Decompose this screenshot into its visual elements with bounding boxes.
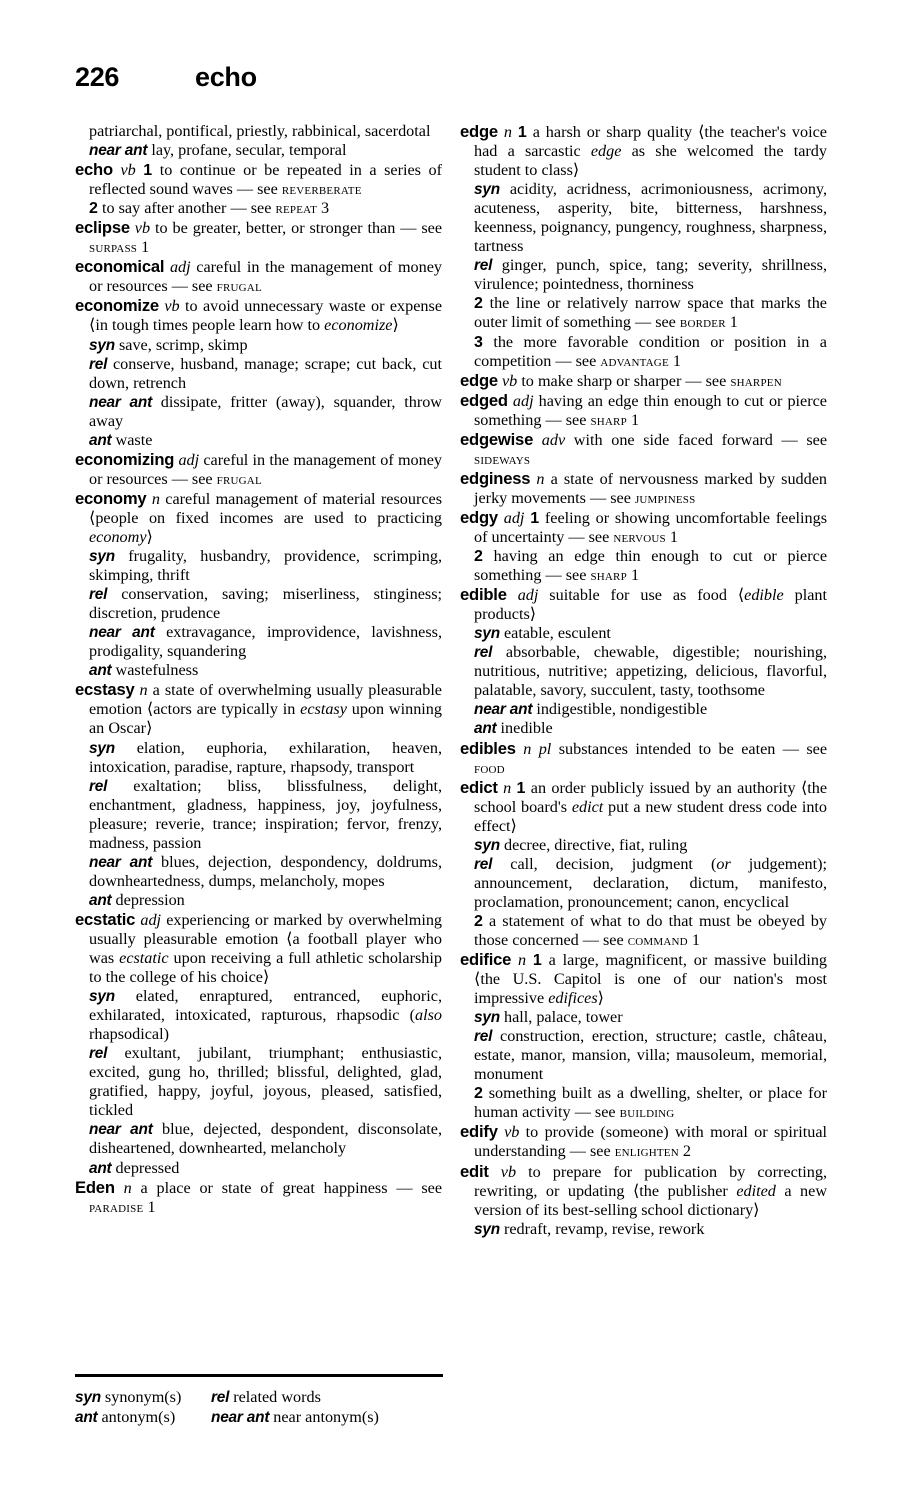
sense-label-line (75, 355, 442, 393)
sense-label-words: hall, palace, tower (503, 1008, 623, 1027)
usage-example: ⟨in tough times people learn how to economize⟩ (89, 316, 399, 335)
entry-continuation: patriarchal, pontifical, priestly, rabbinical, sacerdotal (89, 122, 431, 140)
sense-number: 1 (143, 162, 153, 180)
sense-number: 2 (474, 912, 483, 930)
sense-label-line (75, 393, 442, 431)
part-of-speech: adj (178, 450, 200, 469)
dictionary-entry (460, 469, 827, 508)
cross-reference-sense: 1 (626, 566, 640, 585)
headword: economize (75, 296, 159, 316)
legend-cell (211, 1388, 451, 1408)
sense-label-line (460, 1027, 827, 1084)
legend-text-near-ant: near antonym(s) (273, 1407, 379, 1426)
definition: the line or relatively narrow space that marks the outer limit of something — see (474, 294, 827, 332)
dictionary-entry (75, 257, 442, 296)
text-columns (75, 122, 828, 1239)
sense-label-line (75, 141, 442, 160)
definition: the more favorable condition or position in a competition — see (474, 332, 827, 370)
legend-label-near-ant: near ant (211, 1408, 270, 1426)
sense-label-line (75, 1159, 442, 1178)
dictionary-entry (460, 585, 827, 624)
sense-label-words: dissipate, fritter (away), squander, throw away (89, 392, 442, 430)
sense-label: rel (474, 1028, 493, 1046)
sense-label-words: conservation, saving; miserliness, stinginess; discretion, prudence (89, 585, 442, 623)
definition: to continue or be repeated in a series of reflected sound waves — see (89, 161, 442, 199)
sense-label-words: acidity, acridness, acrimoniousness, acrimony, acuteness, asperity, bite, bitterness, harshness, keenness, poignancy, pungency, roughness, sharpness, tartness (474, 180, 827, 256)
part-of-speech: n (139, 681, 148, 700)
sense-number: 1 (532, 952, 542, 970)
definition: a large, magnificent, or massive building (548, 951, 828, 970)
part-of-speech: adj (512, 391, 534, 410)
usage-example: ⟨edible plant products⟩ (474, 586, 827, 624)
sense-label: ant (89, 891, 112, 909)
definition: careful management of material resources (165, 489, 443, 508)
legend-row (75, 1408, 455, 1428)
sense-label-line (460, 180, 827, 256)
dictionary-entry (75, 680, 442, 738)
definition: suitable for use as food (549, 586, 738, 605)
cross-reference[interactable]: border (679, 313, 726, 332)
cross-reference[interactable]: command (627, 930, 688, 949)
headword: economizing (75, 449, 175, 469)
part-of-speech: adv (541, 430, 566, 449)
sense-label: syn (474, 625, 500, 643)
usage-example-headword: edible (744, 586, 784, 605)
definition: a state of nervousness marked by sudden jerky movements — see (474, 469, 828, 507)
part-of-speech: n (151, 489, 160, 508)
sense-label-words: indigestible, nondigestible (536, 700, 708, 719)
sense-label: ant (89, 1159, 112, 1177)
headword: edge (460, 370, 498, 390)
part-of-speech: n pl (523, 739, 552, 758)
definition: to prepare for publication by correcting, rewriting, or updating (474, 1162, 828, 1200)
definition: careful in the management of money or resources — see (89, 450, 443, 488)
dictionary-entry (460, 508, 827, 547)
cross-reference-sense: 2 (678, 1142, 691, 1161)
dictionary-entry (75, 489, 442, 547)
sense-label-line (460, 1008, 827, 1027)
headword: edged (460, 390, 508, 410)
headword: edible (460, 585, 507, 605)
sense-label-words: wastefulness (115, 661, 199, 680)
part-of-speech: vb (504, 1123, 520, 1142)
usage-example-headword: edifices (548, 989, 598, 1008)
sense-label-words-tail: rhapsodical) (89, 1025, 170, 1044)
part-of-speech: vb (134, 219, 151, 238)
legend (75, 1388, 455, 1427)
headword: Eden (75, 1177, 115, 1197)
guide-word: echo (195, 62, 257, 92)
sense-label-words: call, decision, judgment ( (510, 854, 717, 873)
sense-label: near ant (89, 393, 152, 411)
sense-number: 1 (530, 509, 540, 527)
headword: edge (460, 122, 498, 141)
sense-label-words: lay, profane, secular, temporal (151, 141, 347, 160)
legend-label-ant: ant (75, 1408, 98, 1426)
page-number: 226 (75, 62, 120, 92)
part-of-speech: adj (140, 910, 162, 929)
sense-label: rel (474, 644, 493, 662)
legend-text-syn: synonym(s) (104, 1388, 182, 1406)
legend-cell (75, 1408, 211, 1428)
headword: edgewise (460, 429, 534, 449)
headword: edibles (460, 738, 516, 758)
legend-row (75, 1388, 455, 1408)
dictionary-entry (460, 122, 827, 180)
usage-example: ⟨the publisher edited a new version of its best-selling school dictionary⟩ (474, 1181, 828, 1219)
sense-label: rel (89, 777, 108, 795)
running-head (75, 62, 257, 93)
headword: edify (460, 1122, 498, 1142)
usage-example: ⟨actors are typically in ecstasy upon winning an Oscar⟩ (89, 700, 442, 738)
sense-label: near ant (474, 701, 533, 719)
sense (460, 912, 827, 950)
sense-number: 2 (474, 295, 483, 313)
sense-label: ant (474, 720, 497, 738)
sense-label-words: eatable, esculent (503, 624, 611, 643)
cross-reference[interactable]: sharp (590, 410, 627, 429)
sense-label-words: decree, directive, fiat, ruling (503, 835, 688, 854)
dictionary-entry (460, 739, 827, 778)
dictionary-entry (75, 218, 442, 257)
definition: substances intended to be eaten — see (558, 739, 828, 758)
cross-reference[interactable]: sideways (474, 449, 531, 468)
headword: ecstasy (75, 680, 135, 700)
sense-label-words: redraft, revamp, revise, rework (503, 1219, 705, 1238)
usage-example-headword: edge (590, 142, 622, 161)
cross-reference-sense: 1 (687, 930, 700, 949)
dictionary-entry (75, 160, 442, 199)
sense-number: 1 (516, 779, 526, 797)
sense-label-line (75, 777, 442, 853)
sense-label-line (75, 1120, 442, 1158)
headword: edginess (460, 468, 531, 488)
sense-label-qualifier: also (415, 1006, 442, 1025)
sense (75, 199, 442, 218)
cross-reference[interactable]: nervous (613, 527, 666, 546)
sense-label-line (460, 855, 827, 912)
sense-number: 1 (517, 124, 527, 141)
dictionary-entry (460, 950, 827, 1008)
part-of-speech: vb (501, 371, 518, 390)
sense-label-words: blues, dejection, despondency, doldrums, downheartedness, dumps, melancholy, mopes (89, 852, 443, 890)
definition: a harsh or sharp quality (532, 123, 699, 141)
sense-label-words: depression (115, 890, 185, 909)
sense-label: syn (89, 336, 115, 354)
cross-reference-sense: 1 (143, 1197, 156, 1216)
headword: economical (75, 257, 165, 277)
definition: to avoid unnecessary waste or expense (185, 297, 442, 316)
cross-reference[interactable]: sharpen (730, 371, 782, 390)
sense-label: near ant (89, 624, 155, 642)
column-right (460, 122, 827, 1239)
sense-label-line (75, 585, 442, 623)
usage-example: ⟨the U.S. Capitol is one of our nation's most impressive edifices⟩ (474, 970, 827, 1008)
sense (460, 294, 827, 332)
cross-reference-sense: 3 (317, 199, 330, 218)
sense (460, 547, 827, 585)
part-of-speech: adj (503, 508, 525, 527)
headword: ecstatic (75, 909, 136, 929)
sense-label-words: depressed (115, 1158, 180, 1177)
dictionary-entry (460, 778, 827, 836)
part-of-speech: adj (517, 586, 539, 605)
sense-number: 2 (474, 1085, 483, 1103)
sense-label: ant (89, 662, 112, 680)
part-of-speech: n (518, 951, 527, 970)
usage-example-headword: ecstasy (300, 700, 347, 719)
dictionary-entry (75, 296, 442, 335)
sense-label-words: inedible (500, 719, 553, 738)
sense-label-line (460, 1220, 827, 1239)
sense-label: syn (474, 1220, 500, 1238)
sense-label-line (75, 661, 442, 680)
sense-label-line (460, 700, 827, 719)
cross-reference-sense: 1 (137, 238, 150, 257)
definition: a place or state of great happiness — see (140, 1178, 442, 1197)
part-of-speech: n (503, 123, 512, 141)
part-of-speech: n (123, 1178, 132, 1197)
sense-label-line (75, 891, 442, 910)
legend-cell (75, 1388, 211, 1408)
headword: edifice (460, 950, 512, 970)
usage-example-headword: economy (89, 527, 147, 546)
sense-label-words: extravagance, improvidence, lavishness, prodigality, squandering (89, 623, 443, 661)
sense-label: ant (89, 431, 112, 449)
cross-reference-sense: 1 (725, 313, 738, 332)
sense-label: rel (474, 257, 493, 275)
sense-label-words: elation, euphoria, exhilaration, heaven, intoxication, paradise, rapture, rhapsody, transport (89, 738, 442, 776)
sense-label-words: elated, enraptured, entranced, euphoric, exhilarated, intoxicated, rapturous, rhapsodic ( (89, 987, 442, 1025)
legend-text-ant: antonym(s) (101, 1407, 176, 1426)
sense-label-line (460, 624, 827, 643)
sense-label-line (75, 547, 442, 585)
cross-reference-sense: 1 (668, 351, 682, 370)
sense-label: near ant (89, 853, 153, 871)
sense-label-words: exultant, jubilant, triumphant; enthusiastic, excited, gung ho, thrilled; blissful, delighted, glad, gratified, happy, joyful, joyous, pleased, satisfied, tickled (89, 1044, 442, 1120)
definition: feeling or showing uncomfortable feelings of uncertainty — see (474, 508, 828, 546)
sense-label-line (460, 719, 827, 738)
sense-label-words: save, scrimp, skimp (118, 335, 248, 354)
legend-label-rel: rel (211, 1389, 230, 1406)
headword: edit (460, 1161, 489, 1181)
column-left (75, 122, 442, 1239)
sense-label-words: absorbable, chewable, digestible; nourishing, nutritious, nutritive; appetizing, delicious, flavorful, palatable, savory, succulent, tasty, toothsome (474, 643, 828, 700)
part-of-speech: vb (500, 1162, 517, 1181)
dictionary-entry (75, 910, 442, 987)
usage-example: ⟨the school board's edict put a new student dress code into effect⟩ (474, 778, 828, 835)
sense-label-line (75, 739, 442, 777)
definition: to make sharp or sharper — see (521, 371, 731, 390)
sense (460, 1084, 827, 1122)
cross-reference[interactable]: advantage (600, 351, 669, 370)
dictionary-entry (75, 1178, 442, 1217)
sense-label-line (75, 853, 442, 891)
sense-label: rel (474, 855, 493, 873)
part-of-speech: adj (169, 258, 191, 277)
sense-number: 2 (474, 548, 483, 566)
sense-label-line (75, 336, 442, 355)
usage-example: ⟨the teacher's voice had a sarcastic edge as she welcomed the tardy student to class⟩ (474, 123, 827, 180)
sense-label-line (75, 1044, 442, 1120)
dictionary-entry (460, 371, 827, 391)
sense-label-line (460, 256, 827, 294)
sense-label: syn (474, 181, 500, 199)
definition: with one side faced forward — see (573, 430, 828, 449)
sense-label-words: frugality, husbandry, providence, scrimping, skimping, thrift (89, 547, 442, 585)
sense-label: rel (89, 1045, 108, 1063)
definition: to say after another — see (101, 199, 276, 218)
definition: having an edge thin enough to cut or pierce something — see (474, 391, 827, 429)
sense-number: 3 (474, 333, 483, 351)
sense-label: near ant (89, 1121, 153, 1139)
headword: economy (75, 488, 147, 508)
cross-reference[interactable]: building (619, 1103, 675, 1122)
cross-reference[interactable]: reverberate (281, 180, 362, 199)
cross-reference[interactable]: enlighten (614, 1142, 679, 1161)
part-of-speech: vb (120, 161, 136, 180)
definition: to provide (someone) with moral or spiritual understanding — see (474, 1123, 828, 1161)
headword: edict (460, 777, 498, 797)
usage-example-headword: economize (324, 316, 393, 335)
usage-example: ⟨a football player who was ecstatic upon receiving a full athletic scholarship to the college of his choice⟩ (89, 929, 442, 987)
dictionary-entry (460, 391, 827, 430)
sense (460, 333, 827, 371)
cross-reference[interactable]: food (474, 758, 505, 777)
headword: echo (75, 160, 113, 180)
sense-label-line (75, 623, 442, 661)
sense-label: rel (89, 586, 108, 604)
usage-example-headword: edict (571, 797, 604, 816)
part-of-speech: vb (164, 297, 180, 316)
sense-label-words: exaltation; bliss, blissfulness, delight, enchantment, gladness, happiness, joy, joyfulness, pleasure; reverie, trance; inspiration; fervor, frenzy, madness, passion (89, 776, 443, 852)
definition: an order publicly issued by an authority (530, 778, 801, 797)
cross-reference-sense: 1 (665, 527, 678, 546)
sense-label-words: ginger, punch, spice, tang; severity, shrillness, virulence; pointedness, thorniness (474, 256, 827, 294)
legend-label-syn: syn (75, 1389, 101, 1406)
cross-reference[interactable]: paradise (89, 1197, 144, 1216)
definition: a state of overwhelming usually pleasurable emotion (89, 681, 442, 719)
sense-label-words: blue, dejected, despondent, disconsolate, disheartened, downhearted, melancholy (89, 1120, 442, 1158)
sense-label: syn (474, 1009, 500, 1027)
usage-example-headword: ecstatic (119, 949, 169, 968)
legend-divider (75, 1374, 443, 1377)
cross-reference-sense: 1 (626, 410, 640, 429)
part-of-speech: n (536, 469, 545, 488)
usage-example-headword: edited (736, 1181, 776, 1200)
sense-label: rel (89, 355, 108, 373)
usage-example: ⟨people on fixed incomes are used to practicing economy⟩ (89, 508, 442, 546)
cross-reference[interactable]: jumpiness (634, 488, 696, 507)
sense-label-line (460, 836, 827, 855)
sense-label-qualifier: or (716, 854, 731, 873)
dictionary-entry (460, 430, 827, 469)
headword: eclipse (75, 218, 130, 238)
definition: careful in the management of money or resources — see (89, 258, 442, 296)
sense-label-words: conserve, husband, manage; scrape; cut back, cut down, retrench (89, 354, 442, 392)
cross-reference[interactable]: frugal (216, 277, 262, 296)
legend-text-rel: related words (233, 1388, 321, 1406)
definition: to be greater, better, or stronger than — see (155, 219, 443, 238)
cross-reference[interactable]: repeat (275, 199, 317, 218)
sense-label-line (75, 431, 442, 450)
sense-number: 2 (89, 200, 98, 218)
sense-label-words-tail: judgement); announcement, declaration, dictum, manifesto, proclamation, pronouncement; canon, encyclical (474, 854, 828, 911)
sense-label: syn (474, 836, 500, 854)
dictionary-entry (460, 1122, 827, 1161)
sense-label-words: waste (115, 430, 153, 449)
definition: a statement of what to do that must be obeyed by those concerned — see (474, 911, 827, 949)
dictionary-entry (75, 450, 442, 489)
definition: something built as a dwelling, shelter, or place for human activity — see (474, 1084, 827, 1122)
part-of-speech: n (503, 778, 512, 797)
definition: experiencing or marked by overwhelming usually pleasurable emotion (89, 910, 443, 948)
sense-label-line (75, 987, 442, 1044)
cross-reference[interactable]: frugal (216, 469, 262, 488)
definition: having an edge thin enough to cut or pierce something — see (474, 547, 827, 585)
cross-reference[interactable]: sharp (590, 566, 627, 585)
cross-reference[interactable]: surpass (89, 238, 138, 257)
headword: edgy (460, 507, 498, 527)
sense-label: syn (89, 988, 115, 1006)
legend-cell (211, 1408, 451, 1428)
sense-label: near ant (89, 142, 148, 160)
sense-label-words: construction, erection, structure; castle, château, estate, manor, mansion, villa; mausoleum, memorial, monument (474, 1027, 827, 1084)
dictionary-entry (460, 1162, 827, 1220)
sense-label: syn (89, 548, 115, 566)
sense-label: syn (89, 739, 115, 757)
sense-label-line (460, 643, 827, 700)
